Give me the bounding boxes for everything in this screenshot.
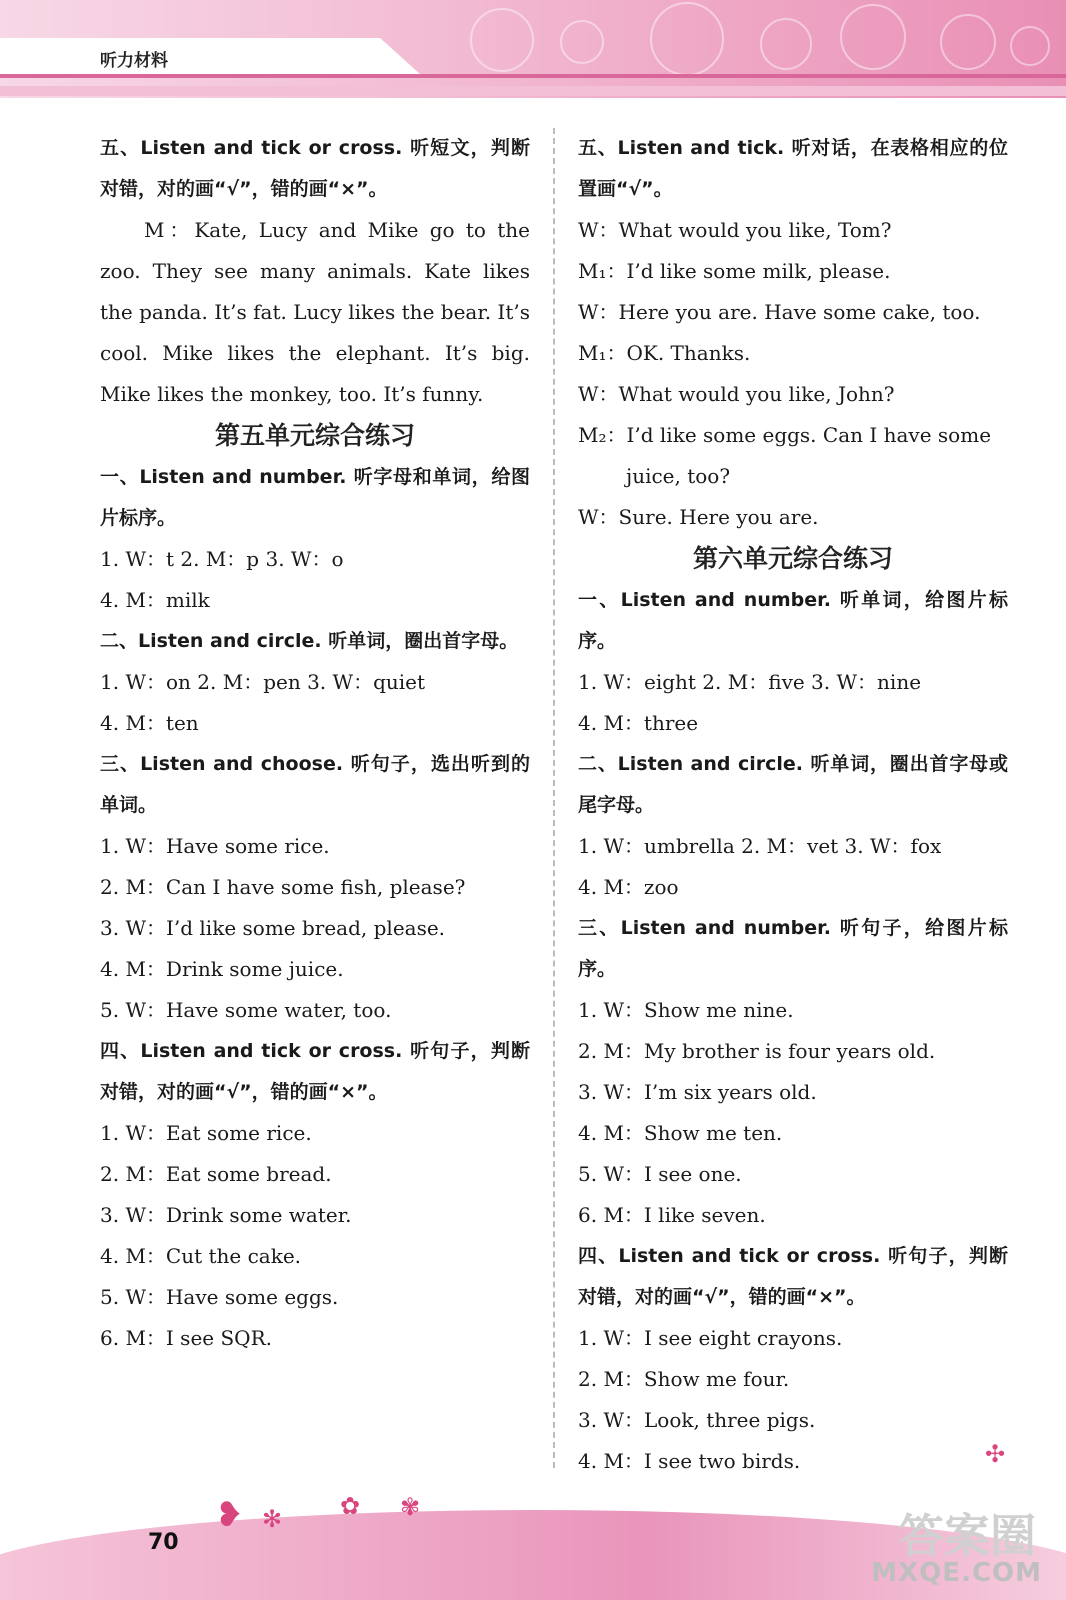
script-line: 3. W：Look, three pigs.: [578, 1408, 816, 1432]
flower-icon: ✾: [400, 1493, 421, 1521]
script-line: 6. M：I like seven.: [578, 1203, 766, 1227]
script-line: 2. M：Show me four.: [578, 1367, 790, 1391]
script-line: M₁：OK. Thanks.: [578, 341, 751, 365]
script-line: 6. M：I see SQR.: [100, 1326, 272, 1350]
script-line: M₁：I’d like some milk, please.: [578, 259, 891, 283]
script-line: 4. M：milk: [100, 588, 210, 612]
question-heading: 五、Listen and tick or cross. 听短文，判断对错，对的画“√”，错的画“×”。: [100, 137, 530, 200]
question-heading: 四、Listen and tick or cross. 听句子，判断对错，对的画“√”，错的画“×”。: [578, 1245, 1008, 1308]
question-heading: 一、Listen and number. 听单词，给图片标序。: [578, 589, 1008, 652]
script-line: 4. M：three: [578, 711, 699, 735]
section-title: 第六单元综合练习: [692, 544, 893, 573]
script-line: 1. W：Have some rice.: [100, 834, 330, 858]
header-title: 听力材料: [100, 51, 168, 71]
header-tab: [0, 38, 420, 74]
question-heading: 五、Listen and tick. 听对话，在表格相应的位置画“√”。: [578, 137, 1008, 200]
right-column: [578, 128, 1008, 1482]
watermark-site: MXQE.COM: [871, 1558, 1042, 1588]
header-rule: [0, 74, 1066, 78]
header-rule-light: [0, 86, 1066, 96]
left-column: [100, 128, 530, 1359]
script-line: 4. M：ten: [100, 711, 199, 735]
question-heading: 二、Listen and circle. 听单词，圈出首字母。: [100, 630, 519, 652]
script-line: 5. W：I see one.: [578, 1162, 742, 1186]
script-line: 4. M：zoo: [578, 875, 679, 899]
flower-icon: ✻: [262, 1505, 283, 1533]
script-line: W：Sure. Here you are.: [578, 505, 819, 529]
flower-icon: ✿: [340, 1492, 361, 1520]
script-line: W：What would you like, Tom?: [578, 218, 892, 242]
script-line: 1. W：Eat some rice.: [100, 1121, 312, 1145]
script-line: W：What would you like, John?: [578, 382, 895, 406]
script-line: 5. W：Have some eggs.: [100, 1285, 339, 1309]
heart-icon: ❥: [215, 1495, 244, 1535]
listening-passage: M：Kate, Lucy and Mike go to the zoo. They see many animals. Kate likes the panda. It’s fat. Lucy likes the bear. It’s cool. Mike likes the elephant. It’s big. Mike likes the monkey, too. It’s funny.: [100, 218, 530, 406]
question-heading: 三、Listen and choose. 听句子，选出听到的单词。: [100, 753, 530, 816]
script-line: 2. M：My brother is four years old.: [578, 1039, 936, 1063]
script-line: 4. M：Drink some juice.: [100, 957, 344, 981]
script-line: 1. W：eight 2. M：five 3. W：nine: [578, 670, 922, 694]
script-line: 3. W：I’m six years old.: [578, 1080, 817, 1104]
flower-icon: ✣: [985, 1440, 1006, 1468]
question-heading: 三、Listen and number. 听句子，给图片标序。: [578, 917, 1008, 980]
script-line: 3. W：Drink some water.: [100, 1203, 352, 1227]
question-heading: 一、Listen and number. 听字母和单词，给图片标序。: [100, 466, 530, 529]
script-line: 1. W：I see eight crayons.: [578, 1326, 843, 1350]
question-heading: 二、Listen and circle. 听单词，圈出首字母或尾字母。: [578, 753, 1008, 816]
script-line: 1. W：Show me nine.: [578, 998, 794, 1022]
script-line: 4. M：I see two birds.: [578, 1449, 801, 1473]
script-line: 3. W：I’d like some bread, please.: [100, 916, 446, 940]
script-line: 1. W：t 2. M：p 3. W：o: [100, 547, 344, 571]
script-line: W：Here you are. Have some cake, too.: [578, 300, 981, 324]
script-line: 2. M：Eat some bread.: [100, 1162, 332, 1186]
watermark-logo: 答案圈: [898, 1509, 1036, 1563]
question-heading: 四、Listen and tick or cross. 听句子，判断对错，对的画“√”，错的画“×”。: [100, 1040, 530, 1103]
script-line: 2. M：Can I have some fish, please?: [100, 875, 466, 899]
column-divider: [553, 128, 555, 1468]
page-number: 70: [148, 1530, 179, 1555]
script-line: 1. W：umbrella 2. M：vet 3. W：fox: [578, 834, 942, 858]
dialogue-line: M₂：I’d like some eggs. Can I have some juice, too?: [578, 423, 992, 488]
script-line: 4. M：Cut the cake.: [100, 1244, 302, 1268]
section-title: 第五单元综合练习: [214, 421, 415, 450]
script-line: 4. M：Show me ten.: [578, 1121, 783, 1145]
script-line: 5. W：Have some water, too.: [100, 998, 392, 1022]
script-line: 1. W：on 2. M：pen 3. W：quiet: [100, 670, 426, 694]
